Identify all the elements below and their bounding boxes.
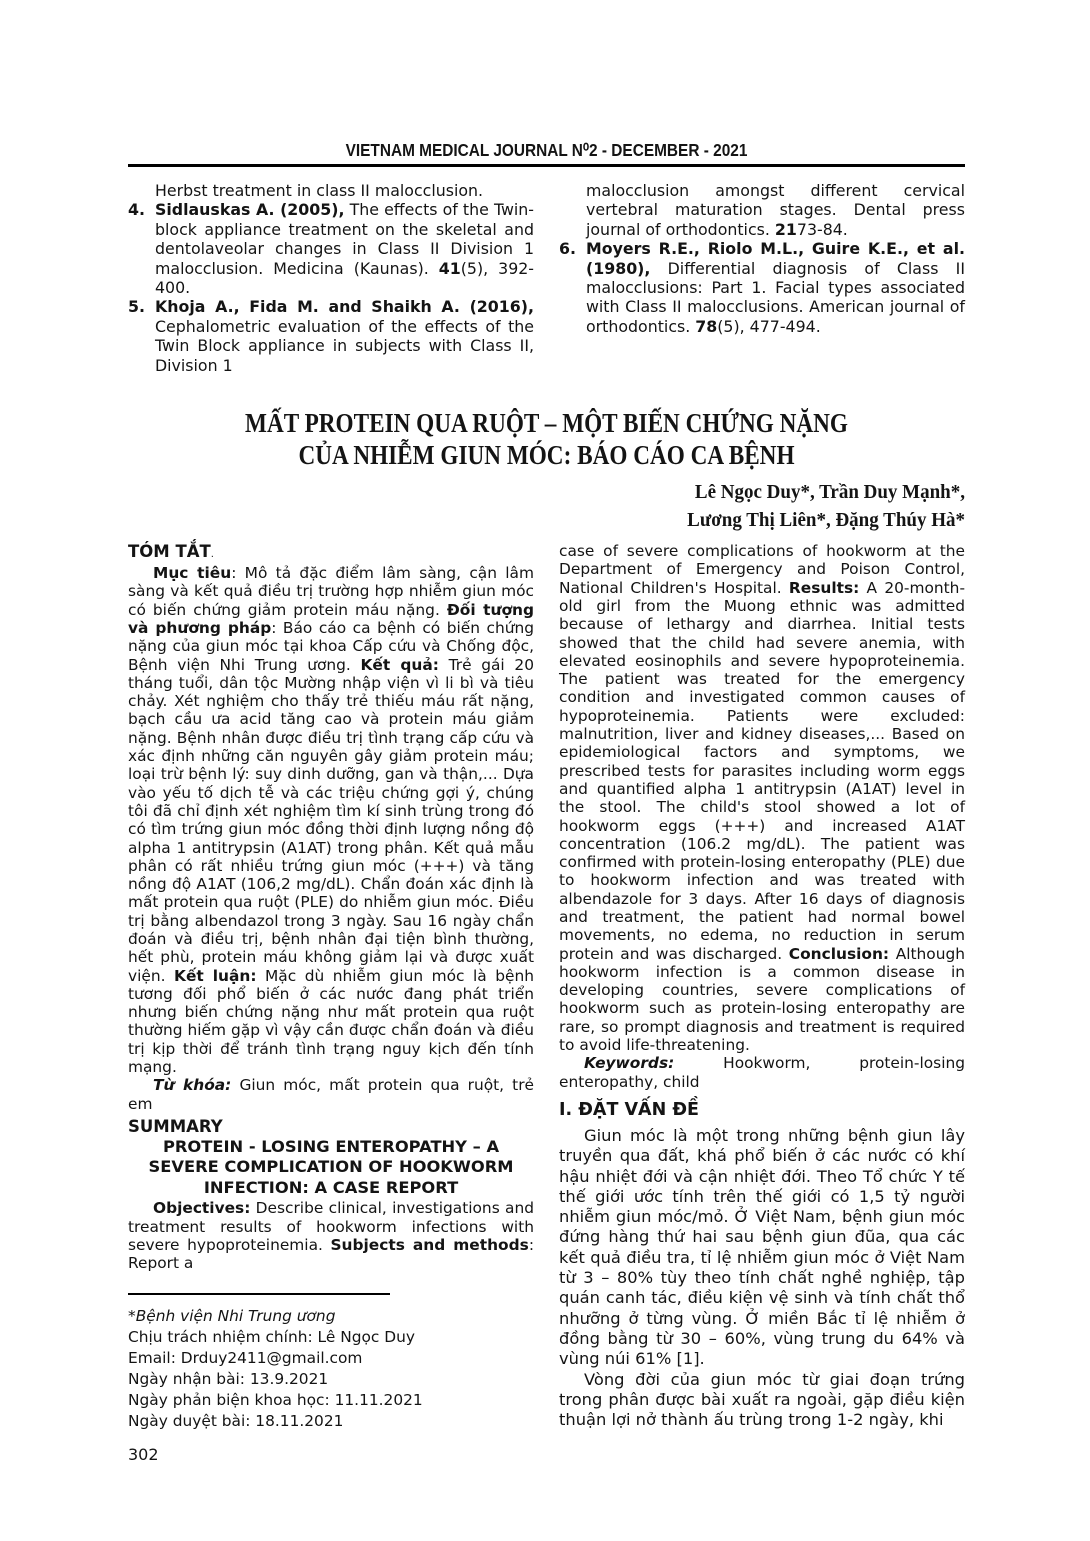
journal-running-head: VIETNAM MEDICAL JOURNAL N⁰2 - DECEMBER - 2021 bbox=[345, 140, 748, 160]
footnote-line: Ngày phản biện khoa học: 11.11.2021 bbox=[128, 1390, 423, 1409]
footnote-rule bbox=[128, 1293, 390, 1295]
introduction-paragraph-2: Vòng đời của giun móc từ giai đoạn trứng trong phân được bài xuất ra ngoài, gặp điều kiện thuận lợi nở thành ấu trùng trong 1-2 ngày, khi bbox=[559, 1369, 965, 1430]
reference-number: 5. bbox=[128, 297, 145, 317]
reference-text: Moyers R.E., Riolo M.L., Guire K.E., et al. (1980), Differential diagnosis of Class II malocclusions: Part 1. Facial types associated with Class II malocclusions. American journal of orthodontics. 78(5), 477-494. bbox=[586, 239, 965, 336]
reference-text: Herbst treatment in class II malocclusion. bbox=[155, 181, 484, 200]
reference-item-6 bbox=[559, 239, 965, 336]
reference-continuation bbox=[128, 181, 534, 200]
footnote-block bbox=[128, 1293, 534, 1432]
summary-continuation bbox=[559, 542, 965, 1091]
summary-objectives bbox=[128, 1199, 534, 1272]
footnote-line: Ngày duyệt bài: 18.11.2021 bbox=[128, 1411, 344, 1430]
reference-item-5 bbox=[128, 297, 534, 375]
author-list bbox=[170, 478, 965, 534]
reference-continuation bbox=[559, 181, 965, 239]
abstract-vi-text: Mục tiêu: Mô tả đặc điểm lâm sàng, cận lâm sàng và kết quả điều trị trường hợp nhiễm giun móc có biến chứng giảm protein máu nặng. Đối tượng và phương pháp: Báo cáo ca bệnh có biến chứng nặng của giun móc tại khoa Cấp cứu và Chống độc, Bệnh viện Nhi Trung ương. Kết quả: Trẻ gái 20 tháng tuổi, dân tộc Mường nhập viện vì li bì và tiêu chảy. Xét nghiệm cho thấy trẻ thiếu máu rất nặng, bạch cầu ưa acid tăng cao và protein máu giảm nặng. Bệnh nhân được điều trị tình trạng cấp cứu và xác định những căn nguyên gây giảm protein máu; loại trừ bệnh lý: suy dinh dưỡng, gan và thận,... Dựa vào yếu tố dịch tễ và các triệu chứng gợi ý, chúng tôi đã chỉ định xét nghiệm tìm kí sinh trùng trong đó có tìm trứng giun móc đồng thời định lượng nồng độ alpha 1 antitrypsin (A1AT) trong phân. Kết quả mẫu phân có rất nhiều trứng giun móc (+++) và tăng nồng độ A1AT (106,2 mg/dL). Chẩn đoán xác định là mất protein qua ruột (PLE) do nhiễm giun móc. Điều trị bằng albendazol trong 3 ngày. Sau 16 ngày chẩn đoán và điều trị, bệnh nhân đại tiện bình thường, hết phù, protein máu không giảm lại và được xuất viện. Kết luận: Mặc dù nhiễm giun móc là bệnh tương đối phổ biến ở các nước đang phát triển nhưng biến chứng nặng như mất protein qua ruột thường hiếm gặp vì vậy cần được chẩn đoán và điều trị kịp thời để tránh tình trạng nguy kịch đến tính mạng. bbox=[128, 564, 534, 1077]
article-body bbox=[128, 542, 965, 1464]
reference-text: Khoja A., Fida M. and Shaikh A. (2016), Cephalometric evaluation of the effects of the Twin Block appliance in subjects with Class II, Division 1 bbox=[155, 297, 534, 375]
introduction-heading: I. ĐẶT VẤN ĐỀ bbox=[559, 1099, 699, 1120]
reference-number: 4. bbox=[128, 200, 145, 220]
reference-number: 6. bbox=[559, 239, 576, 259]
left-column bbox=[128, 542, 534, 1464]
article-title-line-1: MẤT PROTEIN QUA RUỘT – MỘT BIẾN CHỨNG NẶNG bbox=[245, 408, 848, 439]
reference-text: malocclusion amongst different cervical vertebral maturation stages. Dental press journal of orthodontics. 2173-84. bbox=[586, 181, 965, 239]
references-section bbox=[128, 181, 965, 375]
introduction-paragraph-1: Giun móc là một trong những bệnh giun lây truyền qua đất, khá phổ biến ở các nước có khí hậu nhiệt đới và cận nhiệt đới. Theo Tổ chức Y tế thế giới ước tính trên thế giới có 1,5 tỷ người nhiễm giun móc/mỏ. Ở Việt Nam, bệnh giun móc đứng hàng thứ hai sau bệnh giun đũa, qua các kết quả điều tra, tỉ lệ nhiễm giun móc ở Việt Nam từ 3 – 80% tùy theo tính chất nghề nghiệp, tập quán canh tác, điều kiện vệ sinh và tính chất thổ nhưỡng ở từng vùng. Ở miền Bắc tỉ lệ nhiễm ở đồng bằng từ 30 – 60%, vùng trung du 64% và vùng núi 61% [1]. bbox=[559, 1125, 965, 1369]
reference-text: Sidlauskas A. (2005), The effects of the Twin-block appliance treatment on the skeletal and dentolaveolar changes in Class II Division 1 malocclusion. Medicina (Kaunas). 41(5), 392-400. bbox=[155, 200, 534, 298]
page-number: 302 bbox=[128, 1444, 159, 1464]
summary-title: PROTEIN - LOSING ENTEROPATHY – A SEVERE COMPLICATION OF HOOKWORM INFECTION: A CASE REPORT bbox=[148, 1136, 514, 1197]
affiliation: *Bệnh viện Nhi Trung ương bbox=[128, 1306, 336, 1325]
footnote-line-email: Email: Drduy2411@gmail.com bbox=[128, 1348, 363, 1367]
article-title-line-2: CỦA NHIỄM GIUN MÓC: BÁO CÁO CA BỆNH bbox=[298, 440, 795, 471]
article-title bbox=[187, 407, 907, 471]
header-rule bbox=[128, 164, 965, 167]
right-column bbox=[559, 542, 965, 1464]
summary-continuation-text: case of severe complications of hookworm at the Department of Emergency and Poison Control, National Children's Hospital. Results: A 20-month-old girl from the Muong ethnic was admitted because of lethargy and diarrhea. Initial tests showed that the child had severe anemia, with elevated eosinophils and severe hypoproteinemia. The patient was treated for the emergency condition and investigated common causes of hypoproteinemia. Patients were excluded: malnutrition, liver and kidney diseases,... Based on epidemiological factors and symptoms, we prescribed tests for parasites including worm eggs and quantified alpha 1 antitrypsin (A1AT) level in the stool. The child's stool showed a lot of hookworm eggs (+++) and increased A1AT concentration (106.2 mg/dL). The patient was confirmed with protein-losing enteropathy (PLE) due to hookworm infection and was treated with albendazole for 3 days. After 16 days of diagnosis and treatment, the patient had normal bowel movements, no edema, no reduction in serum protein and was discharged. Conclusion: Although hookworm infection is a common disease in developing countries, severe complications of hookworm such as protein-losing enteropathy are rare, so prompt diagnosis and treatment is required to avoid life-threatening. bbox=[559, 542, 965, 1055]
authors-line-1: Lê Ngọc Duy*, Trần Duy Mạnh*, bbox=[694, 481, 965, 504]
references-right-column bbox=[559, 181, 965, 375]
abstract-vi bbox=[128, 564, 534, 1113]
reference-item-4 bbox=[128, 200, 534, 297]
abstract-vi-heading: TÓM TẮT. bbox=[128, 542, 214, 562]
footnote-line: Chịu trách nhiệm chính: Lê Ngọc Duy bbox=[128, 1327, 415, 1346]
summary-objectives-text: Objectives: Describe clinical, investigations and treatment results of hookworm infections with severe hypoproteinemia. Subjects and methods: Report a bbox=[128, 1199, 534, 1273]
keywords-en: Keywords: Hookworm, protein-losing enteropathy, child bbox=[559, 1054, 965, 1091]
summary-heading: SUMMARY bbox=[128, 1116, 223, 1136]
references-left-column bbox=[128, 181, 534, 375]
authors-line-2: Lương Thị Liên*, Đặng Thúy Hà* bbox=[687, 509, 965, 532]
footnote-line: Ngày nhận bài: 13.9.2021 bbox=[128, 1369, 329, 1388]
keywords-vi: Từ khóa: Giun móc, mất protein qua ruột, trẻ em bbox=[128, 1076, 534, 1113]
introduction-section bbox=[559, 1126, 965, 1430]
